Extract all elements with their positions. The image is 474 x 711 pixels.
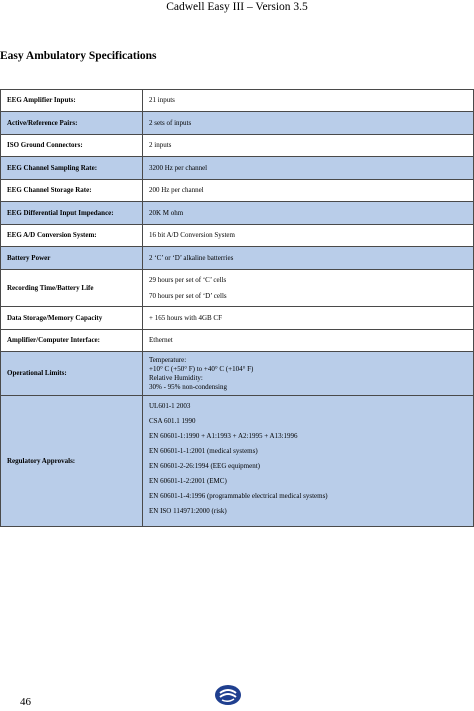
row-value: 2 inputs	[143, 135, 474, 157]
specifications-table	[0, 89, 474, 527]
row-label: Amplifier/Computer Interface:	[1, 330, 143, 352]
table-row	[1, 307, 474, 330]
row-value: UL601-1 2003 CSA 601.1 1990 EN 60601-1:1990 + A1:1993 + A2:1995 + A13:1996 EN 60601-1-1:2001 (medical systems) EN 60601-2-26:1994 (EEG equipment) EN 60601-1-2:2001 (EMC) EN 60601-1-4:1996 (programmable electrical medical systems) EN ISO 114971:2000 (risk)	[143, 396, 474, 527]
row-label: Battery Power	[1, 247, 143, 270]
row-label: ISO Ground Connectors:	[1, 135, 143, 157]
table-row	[1, 352, 474, 396]
table-row	[1, 112, 474, 135]
row-value: Temperature: +10° C (+50° F) to +40° C (+104° F) Relative Humidity: 30% - 95% non-condensing	[143, 352, 474, 396]
row-label: Active/Reference Pairs:	[1, 112, 143, 135]
row-label: EEG A/D Conversion System:	[1, 225, 143, 247]
row-label: EEG Channel Storage Rate:	[1, 180, 143, 202]
table-row	[1, 330, 474, 352]
row-value: Ethernet	[143, 330, 474, 352]
row-value: 16 bit A/D Conversion System	[143, 225, 474, 247]
row-label: Recording Time/Battery Life	[1, 270, 143, 307]
page-header: Cadwell Easy III – Version 3.5	[166, 1, 308, 13]
row-value: 29 hours per set of ‘C’ cells 70 hours per set of ‘D’ cells	[143, 270, 474, 307]
table-row	[1, 90, 474, 112]
row-value: 200 Hz per channel	[143, 180, 474, 202]
table-row	[1, 270, 474, 307]
row-value: 21 inputs	[143, 90, 474, 112]
row-value: 3200 Hz per channel	[143, 157, 474, 180]
row-value: 2 ‘C’ or ‘D’ alkaline batterries	[143, 247, 474, 270]
table-row	[1, 135, 474, 157]
page-number: 46	[20, 696, 31, 708]
table-row	[1, 202, 474, 225]
row-value: 20K M ohm	[143, 202, 474, 225]
row-value: 2 sets of inputs	[143, 112, 474, 135]
table-row	[1, 247, 474, 270]
row-value: + 165 hours with 4GB CF	[143, 307, 474, 330]
row-label: EEG Differential Input Impedance:	[1, 202, 143, 225]
table-row	[1, 157, 474, 180]
table-row	[1, 396, 474, 527]
table-row	[1, 225, 474, 247]
row-label: EEG Channel Sampling Rate:	[1, 157, 143, 180]
table-row	[1, 180, 474, 202]
row-label: Operational Limits:	[1, 352, 143, 396]
row-label: EEG Amplifier Inputs:	[1, 90, 143, 112]
row-label: Data Storage/Memory Capacity	[1, 307, 143, 330]
row-label: Regulatory Approvals:	[1, 396, 143, 527]
section-title: Easy Ambulatory Specifications	[0, 50, 157, 62]
cadwell-logo-icon	[214, 684, 242, 706]
